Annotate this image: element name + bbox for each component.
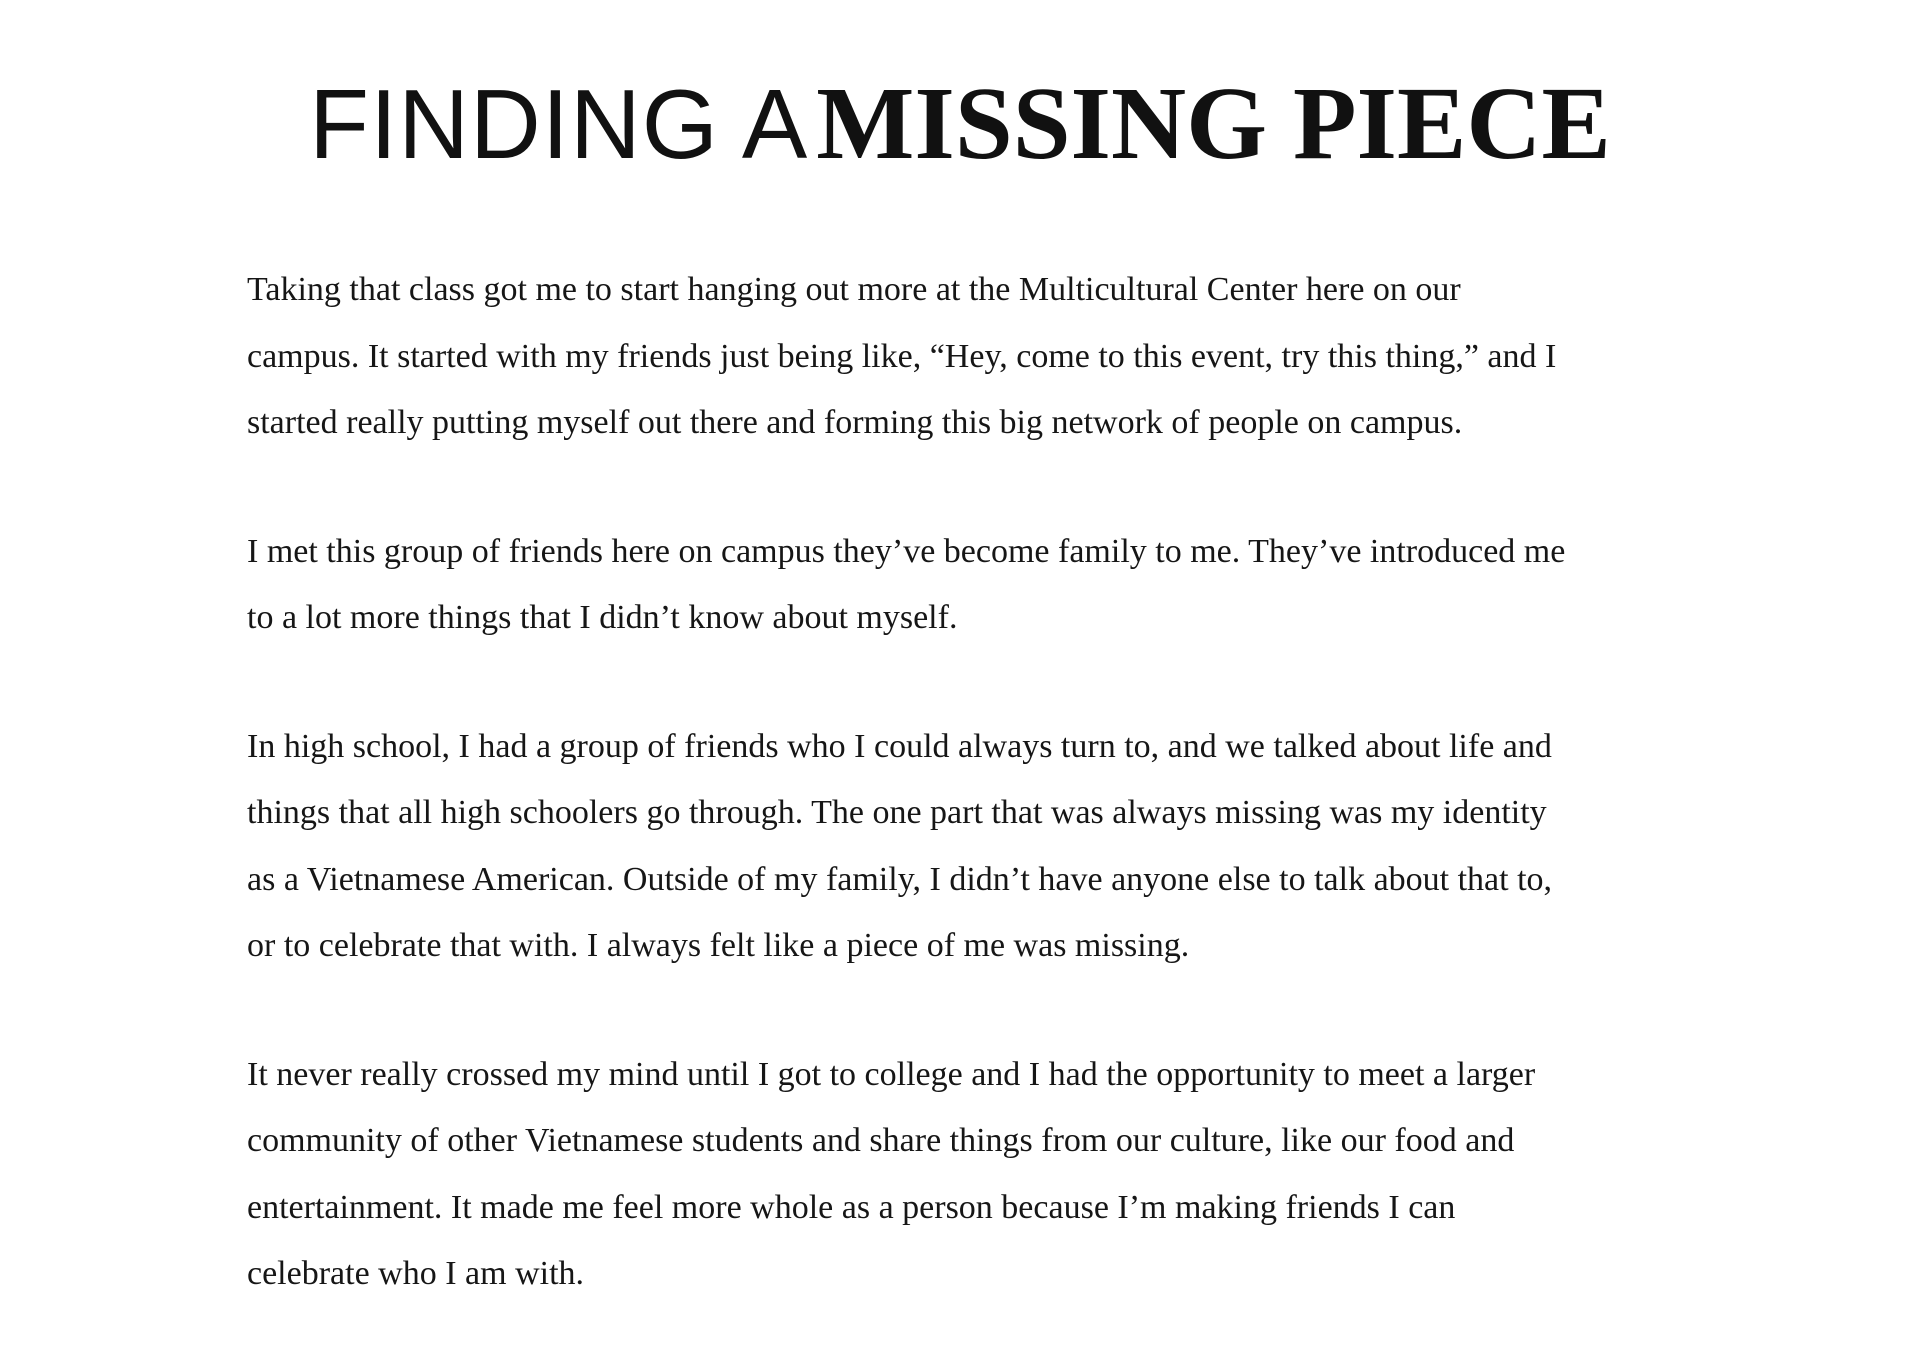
paragraph-1: Taking that class got me to start hanging out more at the Multicultural Center here on our campus. It started with my friends just being like, “Hey, come to this event, try this thing,” and I started really putting myself out there and forming this big network of people on campus.	[247, 271, 1557, 441]
title-light-part: FINDING A	[309, 69, 809, 179]
paragraph-2: I met this group of friends here on campus they’ve become family to me. They’ve introduced me to a lot more things that I didn’t know about myself.	[247, 532, 1566, 636]
paragraph-3: In high school, I had a group of friends who I could always turn to, and we talked about life and things that all high schoolers go through. The one part that was always missing was my identity as a Vietnamese American. Outside of my family, I didn’t have anyone else to talk about that to, or to celebrate that with. I always felt like a piece of me was missing.	[247, 727, 1553, 964]
title-bold-part: MISSING PIECE	[816, 66, 1611, 181]
article-body	[247, 257, 1707, 1370]
article-title	[0, 66, 1920, 181]
paragraph-4: It never really crossed my mind until I got to college and I had the opportunity to meet a larger community of other Vietnamese students and share things from our culture, like our food and entertainment. It made me feel more whole as a person because I’m making friends I can celebrate who I am with.	[247, 1055, 1536, 1292]
